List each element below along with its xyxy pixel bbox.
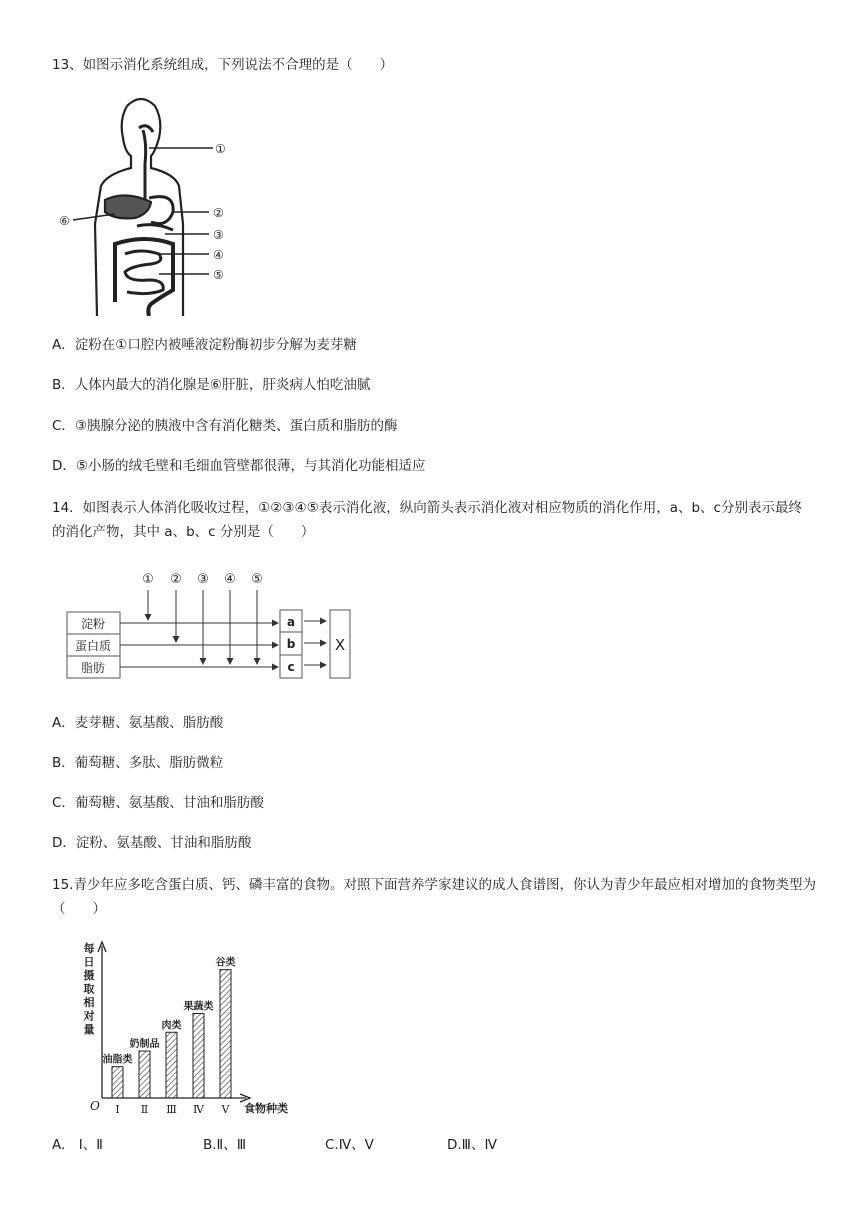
substance-starch: 淀粉 <box>80 617 106 631</box>
small-intestine <box>125 251 163 294</box>
q13-option-d: D．⑤小肠的绒毛壁和毛细血管壁都很薄，与其消化功能相适应 <box>52 458 426 474</box>
label-6: ⑥ <box>59 214 70 228</box>
juice-5: ⑤ <box>251 572 263 587</box>
x-axis-label: 食物种类 <box>244 1102 288 1115</box>
q15-options-row <box>52 1134 752 1156</box>
label-2: ② <box>213 206 224 220</box>
product-a: a <box>286 615 296 629</box>
product-c: c <box>287 660 295 674</box>
question-13-stem: 13、如图示消化系统组成，下列说法不合理的是（ ） <box>52 57 394 73</box>
substance-fat: 脂肪 <box>80 661 106 675</box>
product-b: b <box>286 637 296 651</box>
pancreas <box>137 225 173 230</box>
label-3: ③ <box>213 228 224 242</box>
bar-label-3: 肉类 <box>161 1020 182 1032</box>
digestive-system-figure <box>55 94 245 316</box>
stomach <box>149 197 173 224</box>
bar-label-1: 油脂类 <box>102 1054 133 1066</box>
x-tick-4: Ⅳ <box>193 1103 204 1116</box>
x-tick-1: Ⅰ <box>115 1103 120 1116</box>
bar-2 <box>139 1051 150 1098</box>
q15-option-b: B.Ⅱ、Ⅲ <box>203 1137 247 1153</box>
y-axis-label: 每日摄取相对量 <box>83 942 95 1036</box>
target-x: X <box>334 636 346 654</box>
x-tick-5: Ⅴ <box>221 1103 230 1116</box>
label-4: ④ <box>213 248 224 262</box>
q14-option-d: D．淀粉、氨基酸、甘油和脂肪酸 <box>52 835 252 851</box>
digestion-process-figure <box>66 566 356 680</box>
x-tick-2: Ⅱ <box>140 1103 149 1116</box>
question-14-stem: 14．如图表示人体消化吸收过程，①②③④⑤表示消化液，纵向箭头表示消化液对相应物质的消化作用，a、b、c分别表示最终的消化产物，其中 a、b、c 分别是（ ） <box>52 500 802 540</box>
juice-2: ② <box>170 572 182 587</box>
q15-option-a: A. Ⅰ、Ⅱ <box>52 1137 103 1153</box>
label-5: ⑤ <box>213 268 224 282</box>
bar-4 <box>193 1013 204 1098</box>
bar-3 <box>166 1032 177 1098</box>
label-1: ① <box>215 142 226 156</box>
q14-option-c: C．葡萄糖、氨基酸、甘油和脂肪酸 <box>52 795 264 811</box>
q13-option-a: A．淀粉在①口腔内被唾液淀粉酶初步分解为麦芽糖 <box>52 337 357 353</box>
x-tick-3: Ⅲ <box>166 1103 177 1116</box>
food-intake-bar-chart <box>76 940 298 1120</box>
bar-1 <box>112 1067 123 1098</box>
esophagus <box>143 130 146 204</box>
substance-protein: 蛋白质 <box>74 639 112 653</box>
q14-option-a: A．麦芽糖、氨基酸、脂肪酸 <box>52 715 224 731</box>
juice-1: ① <box>142 572 154 587</box>
q13-option-c: C．③胰腺分泌的胰液中含有消化糖类、蛋白质和脂肪的酶 <box>52 418 398 434</box>
question-15-stem: 15.青少年应多吃含蛋白质、钙、磷丰富的食物。对照下面营养学家建议的成人食谱图，你认为青少年最应相对增加的食物类型为（ ） <box>52 877 816 917</box>
bar-label-2: 奶制品 <box>129 1039 160 1051</box>
juice-4: ④ <box>224 572 236 587</box>
juice-3: ③ <box>197 572 209 587</box>
q14-option-b: B．葡萄糖、多肽、脂肪微粒 <box>52 755 224 771</box>
bar-5 <box>220 970 231 1098</box>
q15-option-c: C.Ⅳ、Ⅴ <box>325 1137 374 1153</box>
bar-label-5: 谷类 <box>215 957 236 969</box>
origin-label: O <box>90 1099 100 1113</box>
bar-label-4: 果蔬类 <box>183 1001 214 1013</box>
q15-option-d: D.Ⅲ、Ⅳ <box>447 1137 497 1153</box>
q13-option-b: B．人体内最大的消化腺是⑥肝脏，肝炎病人怕吃油腻 <box>52 377 371 393</box>
